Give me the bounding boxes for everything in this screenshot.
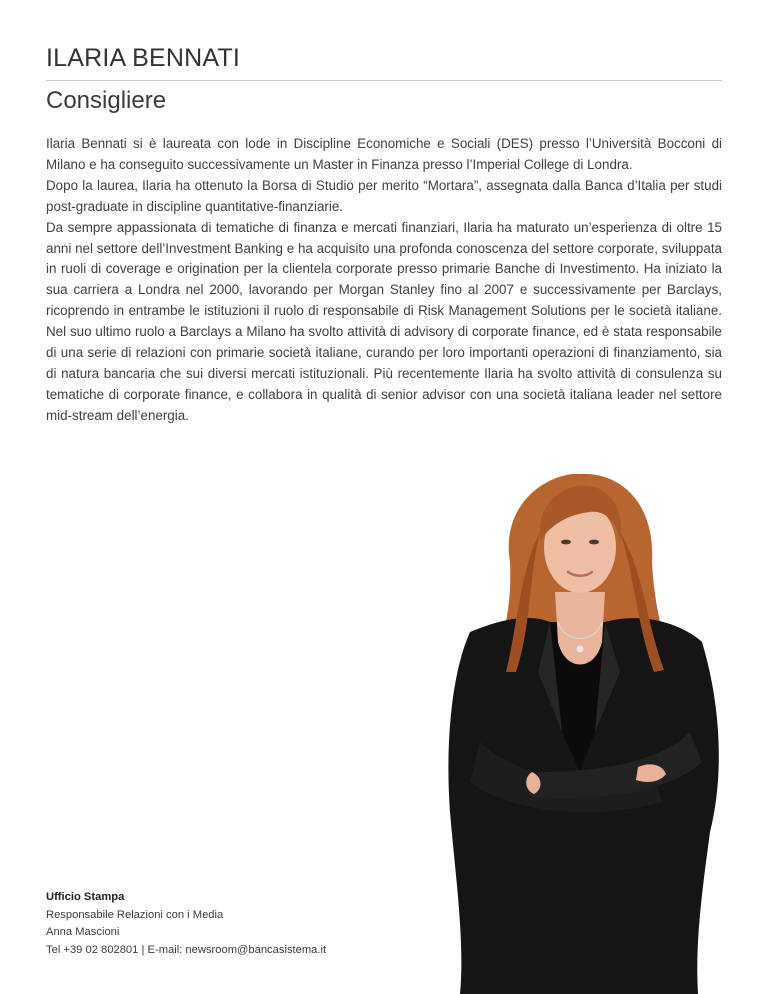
press-office-title: Ufficio Stampa — [46, 891, 125, 903]
press-office — [46, 889, 326, 960]
portrait-photo — [440, 472, 730, 994]
eye-left — [561, 540, 571, 545]
pendant — [577, 646, 584, 653]
bio-paragraph: Ilaria Bennati si è laureata con lode in Discipline Economiche e Sociali (DES) presso l’Università Bocconi di Milano e ha conseguito successivamente un Master in Finanza presso l’Imperial College di Londra. — [46, 136, 722, 172]
person-role: Consigliere — [46, 87, 167, 114]
bio-paragraph: Dopo la laurea, Ilaria ha ottenuto la Borsa di Studio per merito “Mortara”, assegnata dalla Banca d’Italia per studi post-graduate in discipline quantitative-finanziarie. — [46, 177, 722, 214]
press-contact-name: Anna Mascioni — [46, 926, 120, 939]
press-contact-line: Tel +39 02 802801 | E-mail: newsroom@bancasistema.it — [46, 944, 327, 957]
person-name: ILARIA BENNATI — [46, 44, 241, 72]
eye-right — [589, 540, 599, 545]
title-divider — [46, 80, 722, 81]
bio-paragraph: Da sempre appassionata di tematiche di finanza e mercati finanziari, Ilaria ha maturato un’esperienza di oltre 15 anni nel settore dell’Investment Banking e ha acquisito una profonda conoscenza del settore corporate, sviluppata in ruoli di coverage e origination per la clientela corporate presso primarie Banche di Investimento. Ha iniziato la sua carriera a Londra nel 2000, lavorando per Morgan Stanley fino al 2007 e successivamente per Barclays, ricoprendo in entrambe le istituzioni il ruolo di responsabile di Risk Management Solutions per le società italiane. Nel suo ultimo ruolo a Barclays a Milano ha svolto attività di advisory di corporate finance, ed è stata responsabile di una serie di relazioni con primarie società italiane, curando per loro importanti operazioni di finanziamento, sia di natura bancaria che sui diversi mercati istituzionali. Più recentemente Ilaria ha svolto attività di consulenza su tematiche di corporate finance, e collabora in qualità di senior advisor con una società italiana leader nel settore mid-stream dell’energia. — [46, 219, 722, 423]
biography — [46, 134, 722, 427]
press-office-role: Responsabile Relazioni con i Media — [46, 908, 224, 921]
